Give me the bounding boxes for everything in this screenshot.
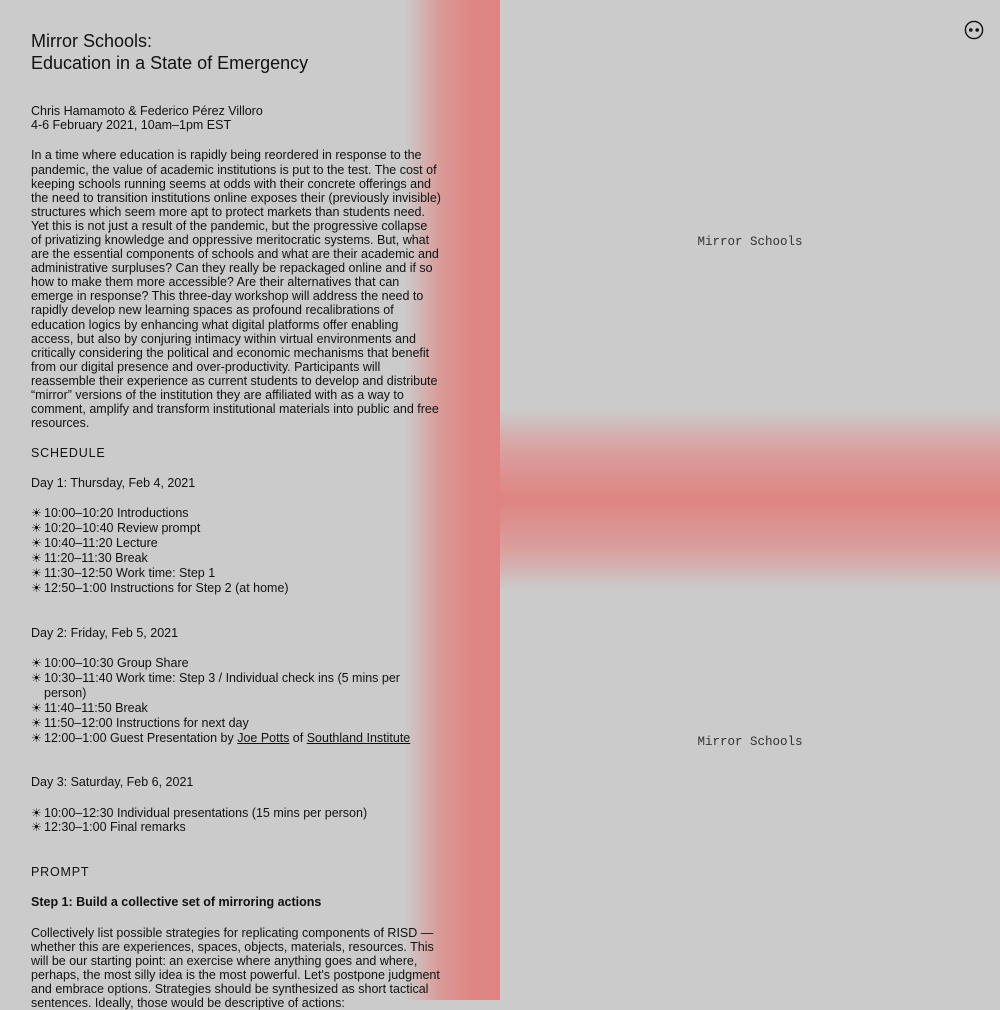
list-item: ☀ 11:40–11:50 Break bbox=[31, 700, 148, 715]
sun-icon: ☀ bbox=[31, 521, 42, 536]
sun-icon: ☀ bbox=[31, 820, 42, 835]
mirror-label-bottom: Mirror Schools bbox=[697, 735, 803, 749]
title-line-1: Mirror Schools: bbox=[31, 31, 153, 51]
list-item: ☀ 10:30–11:40 Work time: Step 3 / Individual check ins (5 mins per person) bbox=[31, 670, 400, 700]
mirror-label-top: Mirror Schools bbox=[697, 235, 803, 249]
sun-icon: ☀ bbox=[31, 730, 42, 745]
day1-list bbox=[31, 506, 441, 595]
page-title bbox=[31, 30, 441, 74]
step1-heading: Step 1: Build a collective set of mirroring actions bbox=[31, 895, 322, 910]
sun-icon: ☀ bbox=[31, 715, 42, 730]
day3-list bbox=[31, 806, 441, 836]
authors: Chris Hamamoto & Federico Pérez Villoro bbox=[31, 104, 263, 118]
meta-info bbox=[31, 104, 441, 132]
list-item: ☀ 10:00–10:30 Group Share bbox=[31, 656, 189, 670]
list-item: ☀ 10:00–12:30 Individual presentations (15 mins per person) bbox=[31, 805, 368, 820]
face-icon[interactable] bbox=[964, 20, 984, 40]
list-item: ☀ 11:20–11:30 Break bbox=[31, 551, 148, 566]
list-item: ☀ 12:50–1:00 Instructions for Step 2 (at home) bbox=[31, 581, 289, 595]
list-item: ☀ 10:20–10:40 Review prompt bbox=[31, 521, 201, 536]
sun-icon: ☀ bbox=[31, 506, 42, 521]
sun-icon: ☀ bbox=[31, 566, 42, 581]
title-line-2: Education in a State of Emergency bbox=[31, 53, 309, 73]
right-panel bbox=[500, 0, 1000, 1000]
list-item: ☀ 12:00–1:00 Guest Presentation by Joe Potts of Southland Institute bbox=[31, 730, 411, 745]
day2-heading: Day 2: Friday, Feb 5, 2021 bbox=[31, 625, 179, 640]
sun-icon: ☀ bbox=[31, 551, 42, 566]
list-item: ☀ 11:30–12:50 Work time: Step 1 bbox=[31, 566, 216, 581]
sun-icon: ☀ bbox=[31, 581, 42, 595]
list-item: ☀ 10:00–10:20 Introductions bbox=[31, 506, 189, 521]
content-column bbox=[31, 30, 441, 1010]
description: In a time where education is rapidly being reordered in response to the pandemic, the value of academic institutions is put to the test. The cost of keeping schools running seems at odds with their concrete offerings and the need to transition institutions online exposes their (previously invisible) structures which seem more apt to protect markets than students need. Yet this is not just a result of the pandemic, but the progressive collapse of privatizing knowledge and oppressive meritocratic systems. But, what are the essential components of schools and what are their academic and administrative surpluses? Can they really be repackaged online and if so how to make them more accessible? Are their alternatives that can emerge in response? This three-day workshop will address the need to rapidly develop new learning spaces as profound recalibrations of education logics by enhancing what digital platforms offer enabling access, but also by conjuring intimacy within virtual environments and critically considering the political and economic mechanisms that benefit from our digital presence and over-productivity. Participants will reassemble their experience as current students to develop and distribute “mirror” versions of the institution they are affiliated with as a way to comment, amplify and transform institutional materials into public and free resources. bbox=[31, 148, 441, 431]
sun-icon: ☀ bbox=[31, 700, 42, 715]
schedule-heading: SCHEDULE bbox=[31, 446, 106, 461]
guest-org-link[interactable]: Southland Institute bbox=[306, 730, 411, 745]
day2-list bbox=[31, 656, 441, 745]
list-item: ☀ 12:30–1:00 Final remarks bbox=[31, 820, 186, 835]
day3-heading: Day 3: Saturday, Feb 6, 2021 bbox=[31, 775, 194, 790]
prompt-heading: PROMPT bbox=[31, 865, 90, 880]
sun-icon: ☀ bbox=[31, 656, 42, 670]
guest-name-link[interactable]: Joe Potts bbox=[237, 730, 290, 745]
dates: 4-6 February 2021, 10am–1pm EST bbox=[31, 118, 232, 133]
sun-icon: ☀ bbox=[31, 536, 42, 551]
sun-icon: ☀ bbox=[31, 670, 42, 685]
list-item: ☀ 11:50–12:00 Instructions for next day bbox=[31, 715, 249, 730]
sun-icon: ☀ bbox=[31, 805, 42, 820]
step1-body: Collectively list possible strategies for replicating components of RISD — whether this are experiences, spaces, objects, materials, resources. This will be our starting point: an exercise where anything goes and where, perhaps, the most silly idea is the most powerful. Let's postpone judgment and embrace options. Strategies should be synthesized as short tactical sentences. Ideally, those would be descriptive of actions: bbox=[31, 925, 440, 1010]
day1-heading: Day 1: Thursday, Feb 4, 2021 bbox=[31, 476, 196, 491]
list-item: ☀ 10:40–11:20 Lecture bbox=[31, 536, 158, 551]
